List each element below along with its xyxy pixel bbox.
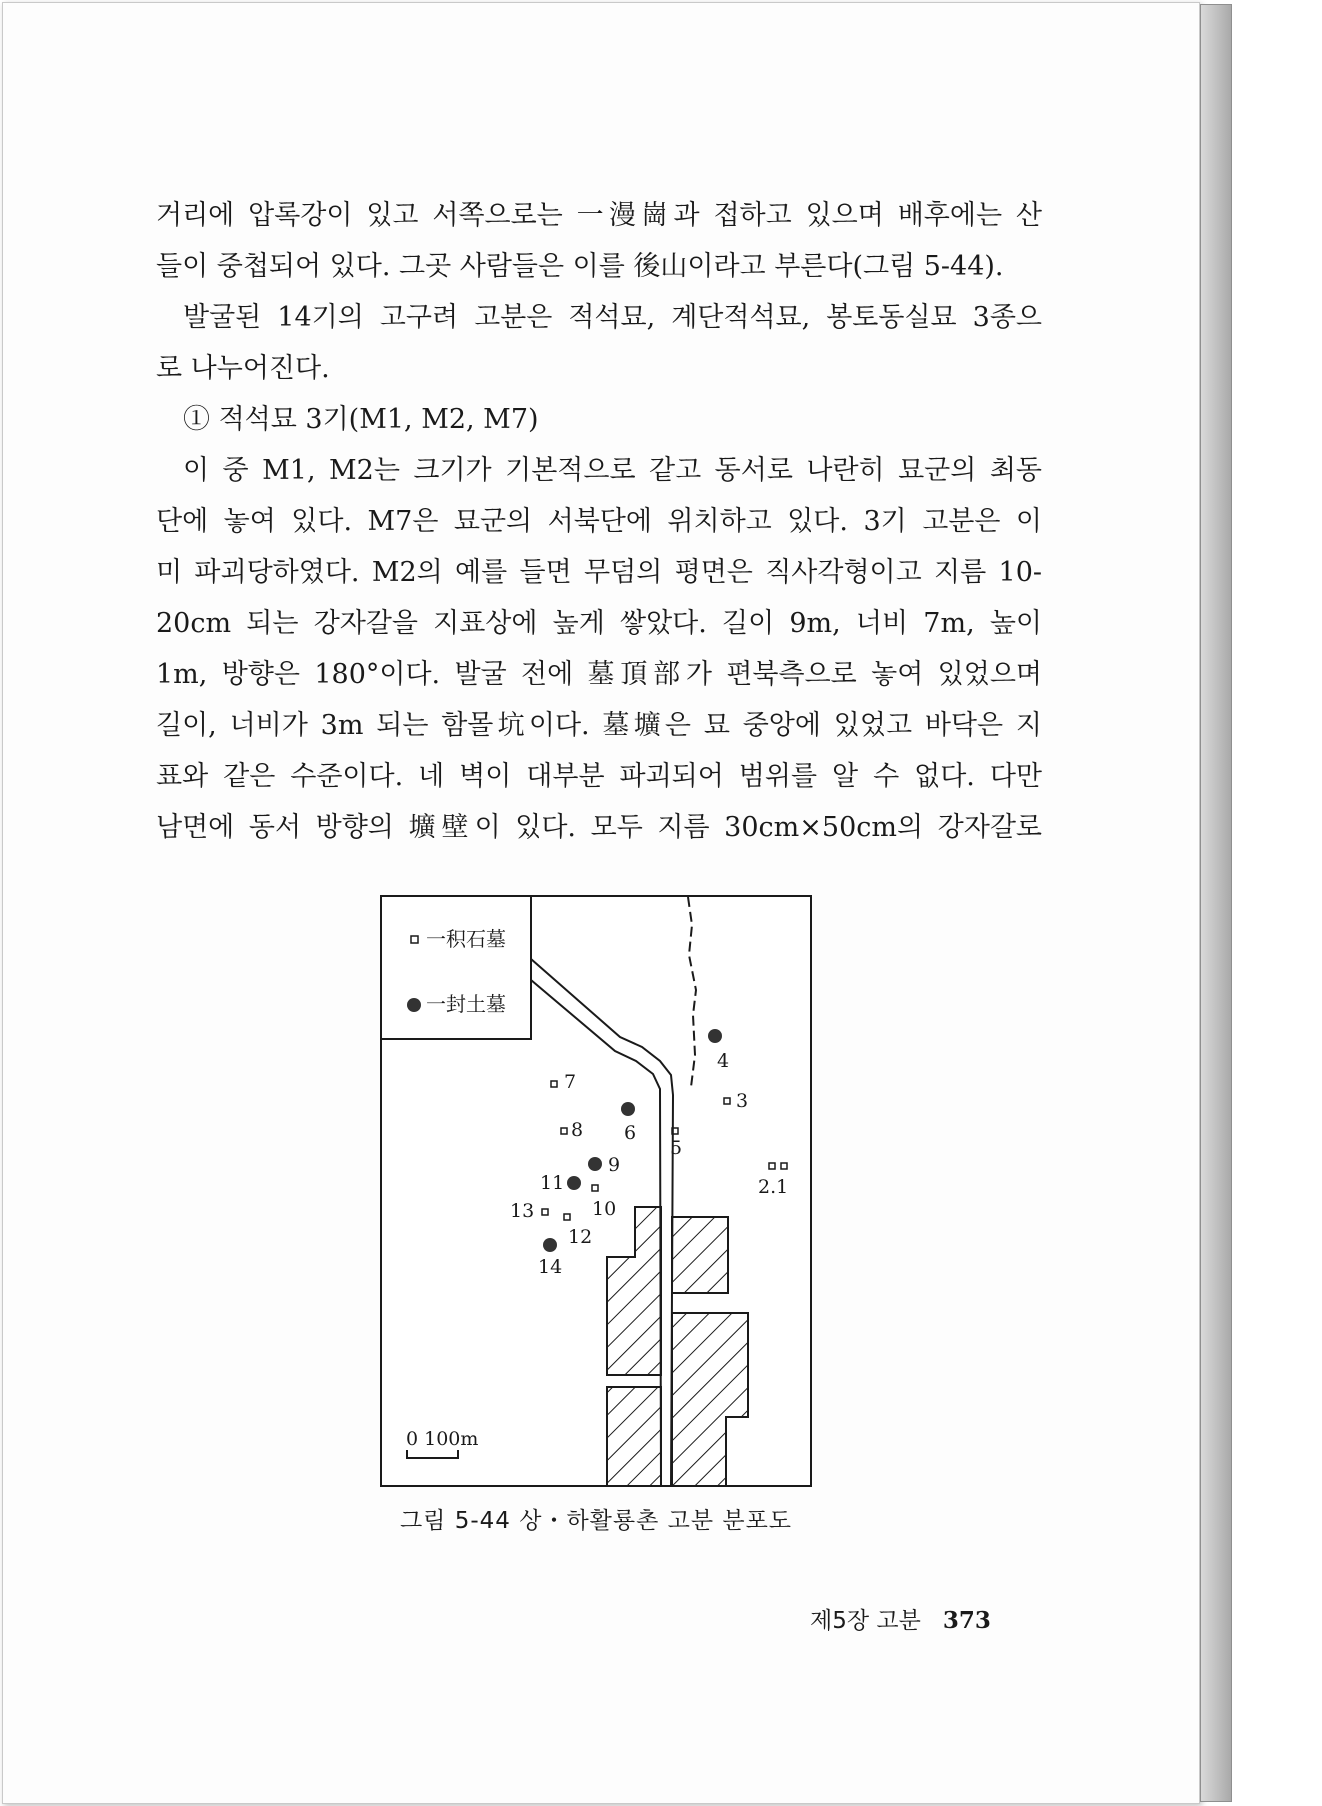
page-footer — [810, 1602, 991, 1635]
tomb-marker-14 — [543, 1238, 557, 1252]
paragraph-line: 발굴된 14기의 고구려 고분은 적석묘, 계단적석묘, 봉토동실묘 3종으 — [183, 302, 1042, 333]
tomb-label: 6 — [624, 1122, 637, 1144]
hatched-area-west-lower — [607, 1387, 661, 1487]
tomb-marker-9 — [588, 1157, 602, 1171]
paragraph-line: 거리에 압록강이 있고 서쪽으로는 一漫崗과 접하고 있으며 배후에는 산 — [156, 200, 1042, 231]
figure-caption: 그림 5-44 상・하활룡촌 고분 분포도 — [399, 1508, 793, 1534]
tomb-distribution-map — [380, 895, 812, 1487]
tomb-label: 8 — [571, 1119, 584, 1141]
body-text — [156, 190, 1042, 853]
tomb-label: 11 — [540, 1172, 565, 1194]
legend-circle-icon — [407, 998, 421, 1012]
paragraph-line: 이 중 M1, M2는 크기가 기본적으로 같고 동서로 나란히 묘군의 최동 — [183, 455, 1042, 486]
tomb-label: 10 — [592, 1198, 617, 1220]
hatched-area-east-upper — [672, 1217, 728, 1293]
tomb-label: 9 — [608, 1154, 621, 1176]
tomb-label: 5 — [670, 1137, 683, 1159]
paragraph-line: ① 적석묘 3기(M1, M2, M7) — [183, 404, 539, 435]
scale-bar-label: 0 100m — [406, 1428, 479, 1450]
legend-box — [381, 896, 531, 1039]
paragraph-line: 로 나누어진다. — [156, 353, 330, 384]
paragraph-line: 들이 중첩되어 있다. 그곳 사람들은 이를 後山이라고 부른다(그림 5-44). — [156, 251, 1004, 282]
tomb-label: 4 — [717, 1050, 730, 1072]
paragraph-line: 미 파괴당하였다. M2의 예를 들면 무덤의 평면은 직사각형이고 지름 10- — [156, 557, 1042, 588]
legend-circle-label: 一封土墓 — [426, 992, 506, 1016]
page-edge-shadow — [1200, 4, 1232, 1802]
tomb-marker-11 — [567, 1176, 581, 1190]
paragraph-line: 단에 놓여 있다. M7은 묘군의 서북단에 위치하고 있다. 3기 고분은 이 — [156, 506, 1042, 537]
paragraph-line: 표와 같은 수준이다. 네 벽이 대부분 파괴되어 범위를 알 수 없다. 다만 — [156, 761, 1042, 792]
tomb-label: 7 — [564, 1071, 577, 1093]
page-number: 373 — [942, 1607, 991, 1634]
paragraph-line: 길이, 너비가 3m 되는 함몰坑이다. 墓壙은 묘 중앙에 있었고 바닥은 지 — [156, 710, 1042, 741]
tomb-label: 13 — [510, 1200, 535, 1222]
tomb-label: 14 — [538, 1256, 563, 1278]
paragraph-line: 20cm 되는 강자갈을 지표상에 높게 쌓았다. 길이 9m, 너비 7m, 높이 — [156, 608, 1042, 639]
tomb-label: 12 — [568, 1226, 593, 1248]
legend-square-label: 一积石墓 — [426, 927, 506, 951]
tomb-marker-4 — [708, 1029, 722, 1043]
paragraph-line: 1m, 방향은 180°이다. 발굴 전에 墓頂部가 편북측으로 놓여 있었으며 — [156, 659, 1042, 690]
tomb-marker-6 — [621, 1102, 635, 1116]
paragraph-line: 남면에 동서 방향의 壙壁이 있다. 모두 지름 30cm×50cm의 강자갈로 — [156, 812, 1042, 843]
chapter-title: 제5장 고분 — [810, 1608, 921, 1634]
tomb-label: 2.1 — [758, 1176, 789, 1198]
tomb-label: 3 — [736, 1090, 749, 1112]
